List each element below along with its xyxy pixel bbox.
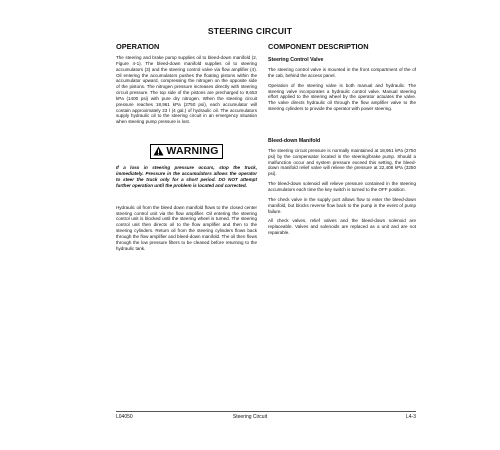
operation-paragraph-2: Hydraulic oil from the bleed down manifold flows to the closed center steering control unit via the flow amplifier. Oil entering the steering control unit is blocked until the steering wheel is turned. The steering control unit then directs oil to the flow amplifier and then to the steering cylinders. Return oil from the steering cylinders flows back through the flow amplifier and bleed-down manifold. The oil then flows through the low pressure filters to be cleaned before returning to the hydraulic tank.	[116, 204, 257, 251]
left-column	[116, 42, 257, 256]
warning-box	[150, 144, 222, 159]
bleed-down-manifold-subheading: Bleed-down Manifold	[268, 137, 321, 144]
section-spacer	[268, 116, 416, 132]
footer-page-number: L4-3	[405, 414, 416, 420]
bdm-paragraph-2: The bleed-down solenoid will relieve pressure contained in the steering accumulators each time the key switch is turned to the OFF position.	[268, 181, 416, 192]
bdm-paragraph-3: The check valve in the supply port allows flow to enter the bleed-down manifold, but blocks reverse flow back to the pump in the event of pump failure.	[268, 196, 416, 214]
operation-heading: OPERATION	[116, 42, 160, 51]
footer-document-code: L04050	[116, 414, 133, 420]
bdm-paragraph-1: The steering circuit pressure is normally maintained at 18,961 kPa (2750 psi) by the compensator located in the steering/brake pump. Should a malfunction occur and system pressure exceed this setting, the bleed-down manifold relief valve will relieve the pressure at 22,408 kPa (3250 psi).	[268, 147, 416, 177]
component-description-heading: COMPONENT DESCRIPTION	[268, 42, 369, 51]
right-column	[268, 42, 416, 240]
steering-control-valve-subheading: Steering Control Valve	[268, 57, 324, 63]
warning-banner	[116, 143, 257, 161]
warning-triangle-icon	[153, 146, 164, 156]
warning-label: WARNING	[166, 144, 219, 157]
warning-text: If a loss in steering pressure occurs, stop the truck, immediately. Pressure in the accumulators allows the operator to steer the truck only for a short period. DO NOT attempt further operation until the problem is located and corrected.	[116, 165, 257, 188]
scv-paragraph-1: The steering control valve is mounted in the front compartment of the of the cab, behind the access panel.	[268, 67, 416, 78]
footer-rule	[116, 411, 416, 412]
bdm-paragraph-4: All check valves, relief valves and the bleed-down solenoid are replaceable. Valves and solenoids are replaced as a unit and are not repairable.	[268, 218, 416, 236]
scv-paragraph-2: Operation of the steering valve is both manual and hydraulic. The steering valve incorporates a hydraulic control valve. Manual steering effort applied to the steering wheel by the operator actuates the valve. The valve directs hydraulic oil through the flow amplifier valve to the steering cylinders to provide the operator with power steering.	[268, 82, 416, 112]
footer-section-name: Steering Circuit	[232, 414, 268, 420]
operation-paragraph-1: The steering and brake pump supplies oil to bleed-down manifold (2, Figure 4-1). The bleed-down manifold supplies oil to steering accumulators (3) and the steering control valve via flow amplifier (4). Oil entering the accumulators pushes the floating pistons within the accumulator upward, compressing the nitrogen on the opposite side of the pistons. The nitrogen pressure increases directly with steering circuit pressure. The top side of the pistons are precharged to 9,653 kPa (1400 psi) with pure dry nitrogen. When the steering circuit pressure reaches 18,961 kPa (2750 psi), each accumulator will contain approximately 23 l (4 gal.) of hydraulic oil. The accumulators supply hydraulic oil to the steering circuit in an emergency situation when steering pump pressure is lost.	[116, 55, 257, 125]
page-title: STEERING CIRCUIT	[207, 26, 293, 36]
